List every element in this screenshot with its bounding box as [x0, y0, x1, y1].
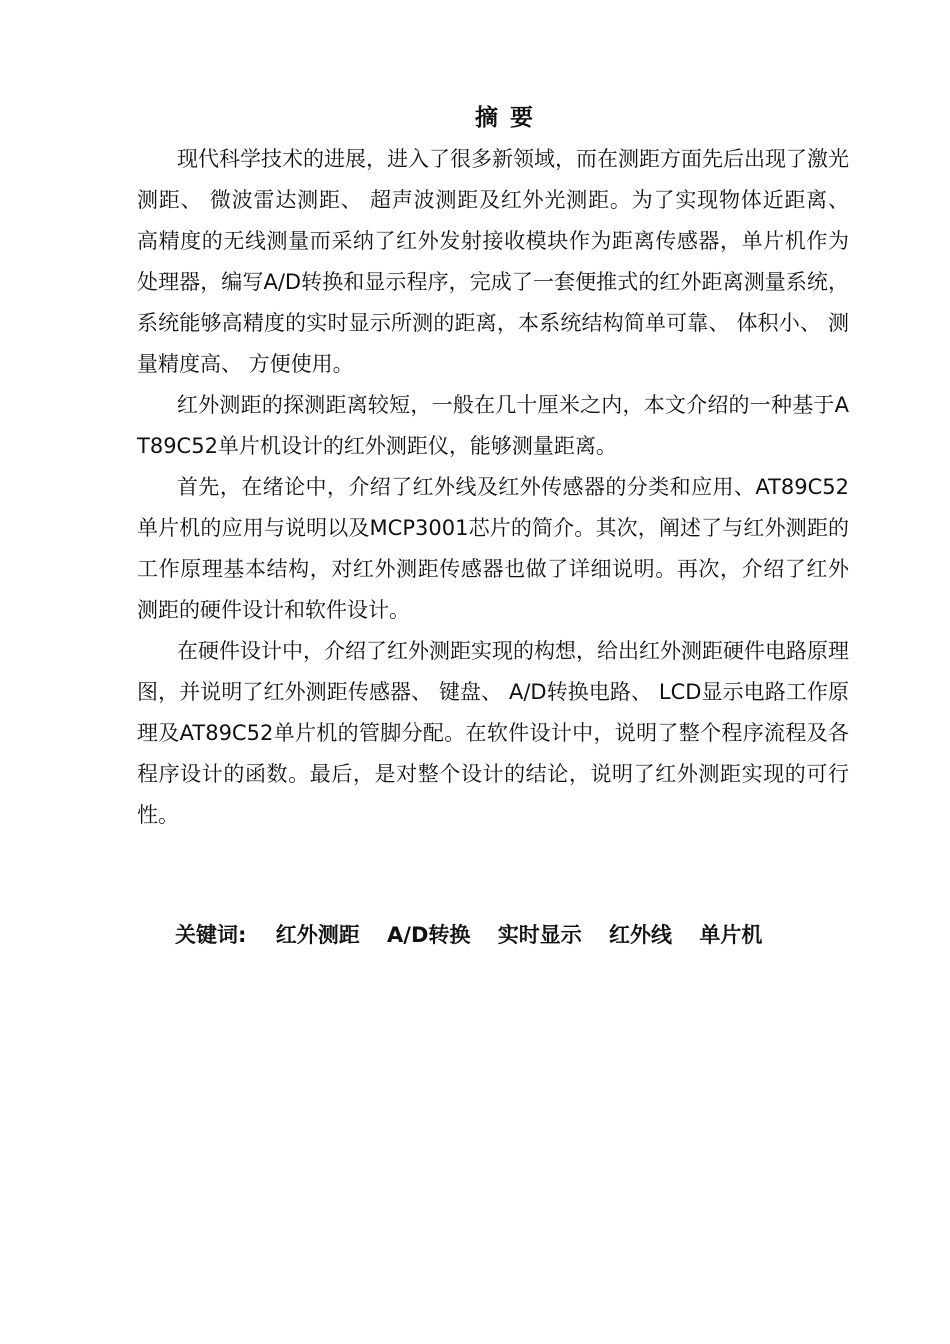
keyword-item: 红外线 — [609, 923, 673, 947]
keyword-item: A/D转换 — [387, 923, 471, 947]
keyword-item: 实时显示 — [497, 923, 582, 947]
keywords-line — [175, 915, 875, 955]
keyword-item: 红外测距 — [275, 923, 360, 947]
abstract-title: 摘 要 — [474, 105, 535, 131]
abstract-paragraph-3: 首先，在绪论中，介绍了红外线及红外传感器的分类和应用、AT89C52单片机的应用与说明以及MCP3001芯片的简介。其次，阐述了与红外测距的工作原理基本结构，对红外测距传感器也做了详细说明。再次，介绍了红外测距的硬件设计和软件设计。 — [137, 475, 849, 622]
abstract-paragraph-2: 红外测距的探测距离较短，一般在几十厘米之内，本文介绍的一种基于AT89C52单片机设计的红外测距仪，能够测量距离。 — [137, 393, 849, 458]
abstract-paragraph-4: 在硬件设计中，介绍了红外测距实现的构想，给出红外测距硬件电路原理图，并说明了红外测距传感器、 键盘、 A/D转换电路、 LCD显示电路工作原理及AT89C52单片机的管脚分配。在软件设计中，说明了整个程序流程及各程序设计的函数。最后，是对整个设计的结论，说明了红外测距实现的可行性。 — [137, 639, 849, 827]
abstract-body — [137, 139, 849, 836]
keyword-item: 单片机 — [699, 923, 763, 947]
keywords-label: 关键词: — [175, 923, 247, 947]
abstract-paragraph-1: 现代科学技术的进展，进入了很多新领域，而在测距方面先后出现了激光测距、 微波雷达测距、 超声波测距及红外光测距。为了实现物体近距离、 高精度的无线测量而采纳了红外发射接收模块作为距离传感器，单片机作为处理器，编写A/D转换和显示程序，完成了一套便推式的红外距离测量系统，系统能够高精度的实时显示所测的距离，本系统结构简单可靠、 体积小、 测量精度高、 方便使用。 — [137, 147, 849, 376]
